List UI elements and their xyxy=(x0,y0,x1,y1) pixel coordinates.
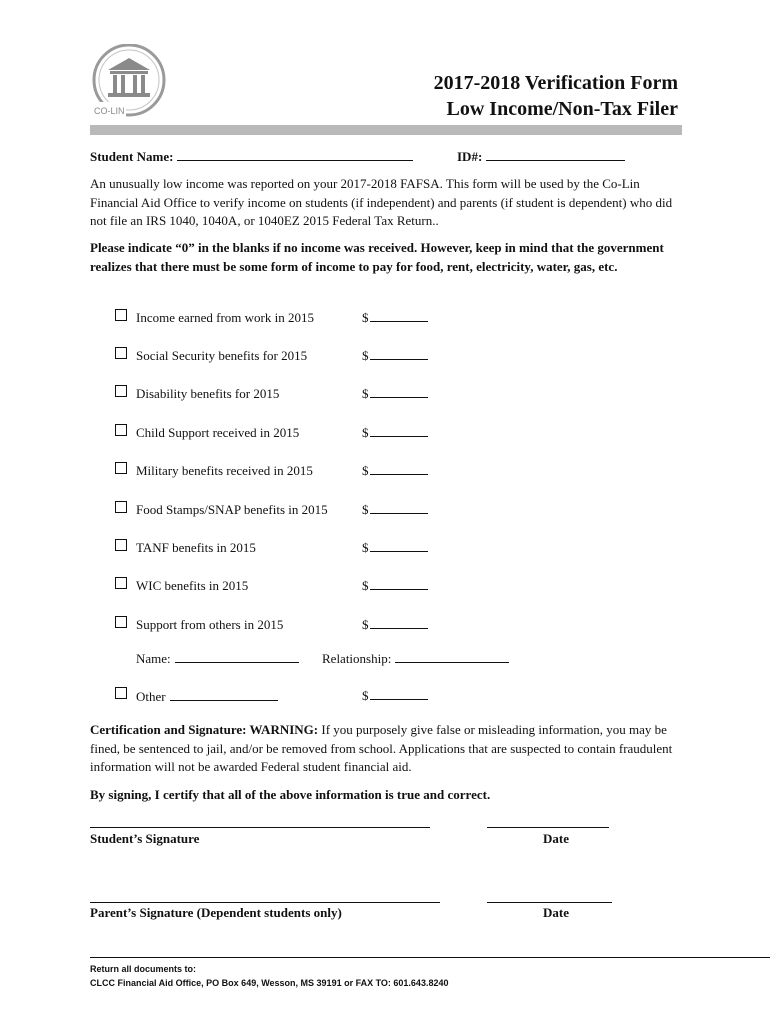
student-name-label: Student Name: xyxy=(90,149,174,164)
parent-signature-line[interactable] xyxy=(90,901,440,903)
income-item-amount xyxy=(362,386,428,402)
dollar-sign: $ xyxy=(362,578,369,593)
other-amount-input[interactable] xyxy=(370,688,428,700)
dollar-sign: $ xyxy=(362,386,369,401)
instruction-paragraph: Please indicate “0” in the blanks if no income was received. However, keep in mind that the government realizes that there must be some form of income to pay for food, rent, electricity, water, gas, etc. xyxy=(90,240,664,274)
certification-paragraph xyxy=(90,721,684,777)
parent-date-label: Date xyxy=(543,905,569,920)
student-name-field xyxy=(90,148,413,165)
income-amount-input[interactable] xyxy=(370,310,428,322)
dollar-sign: $ xyxy=(362,502,369,517)
support-name-label: Name: xyxy=(136,651,171,666)
income-item-label: TANF benefits in 2015 xyxy=(136,540,256,555)
income-item-checkbox[interactable] xyxy=(115,539,127,551)
income-amount-input[interactable] xyxy=(370,463,428,475)
income-item-checkbox[interactable] xyxy=(115,501,127,513)
income-item-checkbox[interactable] xyxy=(115,385,127,397)
student-id-field xyxy=(457,148,625,165)
income-item-label: Support from others in 2015 xyxy=(136,617,284,632)
intro-paragraph: An unusually low income was reported on your 2017-2018 FAFSA. This form will be used by the Co-Lin Financial Aid Office to verify income on students (if independent) and parents (if student is dependent) who did not file an IRS 1040, 1040A, or 1040EZ 2015 Federal Tax Return.. xyxy=(90,176,673,228)
certification-text: If you purposely give false or misleading information, you may be fined, be sentenced to jail, and/or be removed from school. Applications that are suspected to contain fraudulent information will not be awarded Federal student financial aid. xyxy=(90,722,673,774)
footer-divider xyxy=(90,957,770,958)
relationship-field xyxy=(322,650,509,667)
footer-return-heading: Return all documents to: xyxy=(90,964,197,974)
income-item-amount xyxy=(362,540,428,556)
form-title-year: 2017-2018 Verification Form xyxy=(433,72,678,94)
income-amount-input[interactable] xyxy=(370,502,428,514)
income-amount-input[interactable] xyxy=(370,617,428,629)
student-id-label: ID#: xyxy=(457,149,483,164)
other-label: Other xyxy=(136,689,166,704)
other-amount xyxy=(362,688,428,704)
student-signature-line[interactable] xyxy=(90,826,430,828)
parent-signature-label: Parent’s Signature (Dependent students only) xyxy=(90,905,342,920)
dollar-sign: $ xyxy=(362,540,369,555)
income-item-amount xyxy=(362,617,428,633)
other-description-input[interactable] xyxy=(170,688,278,701)
form-title xyxy=(434,70,678,122)
income-item-amount xyxy=(362,348,428,364)
income-item-label: Child Support received in 2015 xyxy=(136,425,300,440)
other-field xyxy=(136,688,278,705)
student-signature-label: Student’s Signature xyxy=(90,831,200,846)
income-amount-input[interactable] xyxy=(370,425,428,437)
college-logo xyxy=(88,44,170,122)
support-name-input[interactable] xyxy=(175,650,299,663)
income-amount-input[interactable] xyxy=(370,386,428,398)
student-name-input[interactable] xyxy=(177,148,413,161)
income-item-amount xyxy=(362,463,428,479)
parent-date-line[interactable] xyxy=(487,901,612,903)
income-item-amount xyxy=(362,425,428,441)
student-id-input[interactable] xyxy=(486,148,625,161)
income-item-label: WIC benefits in 2015 xyxy=(136,578,249,593)
student-date-label: Date xyxy=(543,831,569,846)
dollar-sign: $ xyxy=(362,310,369,325)
other-checkbox[interactable] xyxy=(115,687,127,699)
dollar-sign: $ xyxy=(362,348,369,363)
header-divider xyxy=(90,125,682,135)
form-title-type: Low Income/Non-Tax Filer xyxy=(446,98,678,120)
dollar-sign: $ xyxy=(362,463,369,478)
income-item-label: Food Stamps/SNAP benefits in 2015 xyxy=(136,502,328,517)
dollar-sign: $ xyxy=(362,425,369,440)
income-amount-input[interactable] xyxy=(370,348,428,360)
income-item-checkbox[interactable] xyxy=(115,347,127,359)
income-item-checkbox[interactable] xyxy=(115,616,127,628)
income-item-label: Income earned from work in 2015 xyxy=(136,310,314,325)
income-item-label: Social Security benefits for 2015 xyxy=(136,348,308,363)
income-item-amount xyxy=(362,502,428,518)
footer-address: CLCC Financial Aid Office, PO Box 649, Wesson, MS 39191 or FAX TO: 601.643.8240 xyxy=(90,978,449,988)
certification-heading: Certification and Signature: WARNING: xyxy=(90,722,319,737)
income-item-checkbox[interactable] xyxy=(115,462,127,474)
relationship-label: Relationship: xyxy=(322,651,392,666)
svg-text:CO-LIN: CO-LIN xyxy=(94,106,125,116)
income-amount-input[interactable] xyxy=(370,578,428,590)
income-item-label: Disability benefits for 2015 xyxy=(136,386,280,401)
income-item-checkbox[interactable] xyxy=(115,424,127,436)
signing-statement: By signing, I certify that all of the above information is true and correct. xyxy=(90,787,491,802)
income-item-amount xyxy=(362,578,428,594)
income-item-label: Military benefits received in 2015 xyxy=(136,463,313,478)
relationship-input[interactable] xyxy=(395,650,509,663)
dollar-sign: $ xyxy=(362,688,369,703)
income-item-checkbox[interactable] xyxy=(115,577,127,589)
support-name-field xyxy=(136,650,299,667)
income-amount-input[interactable] xyxy=(370,540,428,552)
income-item-amount xyxy=(362,310,428,326)
income-item-checkbox[interactable] xyxy=(115,309,127,321)
student-date-line[interactable] xyxy=(487,826,609,828)
dollar-sign: $ xyxy=(362,617,369,632)
